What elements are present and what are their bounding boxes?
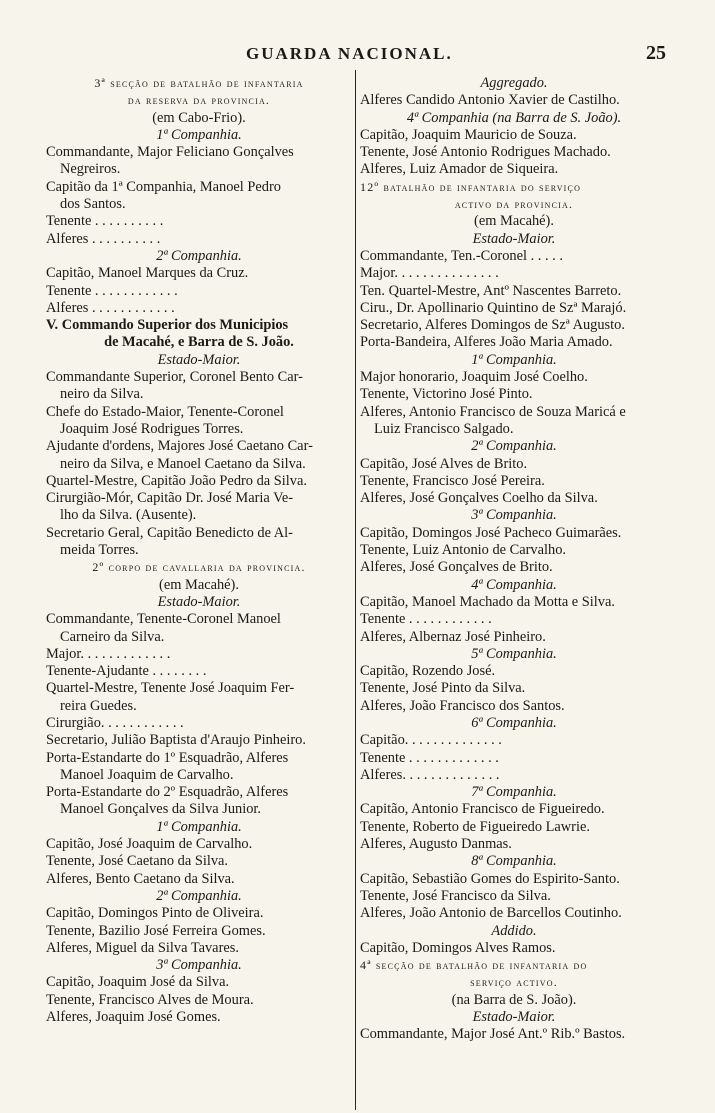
text-line: Capitão, Domingos José Pacheco Guimarães.: [360, 524, 622, 541]
text-line: Alferes, João Antonio de Barcellos Coutinho.: [360, 905, 622, 922]
text-line: Aggregado.: [480, 75, 548, 91]
text-line: Alferes, Antonio Francisco de Souza Maricá e: [360, 403, 626, 420]
text-line: Quartel-Mestre, Capitão João Pedro da Silva.: [46, 472, 307, 489]
text-line: Tenente . . . . . . . . . .: [46, 213, 164, 230]
text-line: Capitão, Sebastião Gomes do Espirito-Santo.: [360, 870, 620, 887]
text-line: neiro da Silva.: [60, 386, 144, 403]
text-line: 4ª Companhia.: [471, 576, 557, 593]
text-line: Joaquim José Rodrigues Torres.: [60, 420, 244, 437]
text-line: Tenente, José Pinto da Silva.: [360, 680, 526, 697]
text-line: Chefe do Estado-Maior, Tenente-Coronel: [46, 403, 284, 420]
running-title: GUARDA NACIONAL.: [246, 44, 453, 63]
text-line: Capitão, Joaquim Mauricio de Souza.: [360, 126, 577, 143]
text-line: Tenente, Bazilio José Ferreira Gomes.: [46, 922, 266, 939]
text-line: Secretario, Alferes Domingos de Szª Augusto.: [360, 317, 625, 334]
text-line: Tenente, Luiz Antonio de Carvalho.: [360, 542, 566, 559]
text-line: Commandante, Major Feliciano Gonçalves: [46, 144, 294, 161]
text-line: 5ª Companhia.: [471, 645, 557, 662]
text-line: Commandante, Tenente-Coronel Manoel: [46, 611, 281, 628]
text-line: Manoel Joaquim de Carvalho.: [60, 766, 234, 783]
text-line: Tenente . . . . . . . . . . . . .: [360, 749, 499, 766]
text-line: 12º batalhão de infantaria do serviço: [360, 179, 582, 194]
text-line: 7ª Companhia.: [471, 784, 557, 801]
text-line: Alferes, Joaquim José Gomes.: [46, 1009, 221, 1026]
text-line: Alferes Candido Antonio Xavier de Castilho.: [360, 92, 620, 109]
text-line: neiro da Silva, e Manoel Caetano da Silva.: [60, 455, 306, 472]
text-line: Alferes, José Gonçalves Coelho da Silva.: [360, 490, 598, 507]
text-line: Capitão, Joaquim José da Silva.: [46, 974, 230, 991]
text-line: 2ª Companhia.: [156, 247, 242, 264]
text-line: 2ª Companhia.: [471, 438, 557, 455]
text-line: 3ª Companhia.: [471, 507, 557, 524]
text-line: Alferes, João Francisco dos Santos.: [360, 697, 565, 714]
page-number: 25: [646, 42, 666, 64]
text-line: Porta-Estandarte do 1º Esquadrão, Alferes: [46, 749, 289, 766]
text-line: serviço activo.: [470, 975, 558, 990]
text-line: 4ª secção de batalhão de infantaria do: [360, 958, 588, 973]
text-line: Capitão, Manoel Machado da Motta e Silva.: [360, 593, 615, 610]
text-line: 2º corpo de cavallaria da provincia.: [92, 560, 306, 575]
text-line: V. Commando Superior dos Municipios: [46, 317, 289, 334]
text-line: Commandante, Major José Ant.º Rib.º Bastos.: [360, 1026, 626, 1043]
text-line: Cirurgião-Mór, Capitão Dr. José Maria Ve-: [46, 490, 294, 507]
text-line: Estado-Maior.: [157, 351, 241, 368]
text-line: Tenente, Francisco Alves de Moura.: [46, 991, 254, 1008]
text-line: 6ª Companhia.: [471, 714, 557, 731]
text-line: 3ª secção de batalhão de infantaria: [94, 76, 304, 90]
text-line: Tenente, Victorino José Pinto.: [360, 386, 533, 403]
text-line: Estado-Maior.: [157, 593, 241, 610]
text-line: Tenente, Roberto de Figueiredo Lawrie.: [360, 818, 590, 835]
text-line: Manoel Gonçalves da Silva Junior.: [60, 801, 262, 818]
text-line: Ajudante d'ordens, Majores José Caetano Car-: [46, 438, 313, 455]
text-line: da reserva da provincia.: [127, 93, 271, 108]
text-line: Major. . . . . . . . . . . . . . .: [360, 265, 499, 282]
text-line: Ciru., Dr. Apollinario Quintino de Szª Marajó.: [360, 299, 627, 316]
text-line: Capitão, Rozendo José.: [360, 663, 496, 680]
text-line: Secretario, Julião Baptista d'Araujo Pinheiro.: [46, 732, 306, 749]
text-line: Tenente, José Antonio Rodrigues Machado.: [360, 144, 611, 161]
text-line: Capitão, Manoel Marques da Cruz.: [46, 265, 249, 282]
text-line: Porta-Estandarte do 2º Esquadrão, Alferes: [46, 784, 289, 801]
text-line: Alferes . . . . . . . . . . . .: [46, 299, 175, 316]
text-line: Alferes, Miguel da Silva Tavares.: [46, 939, 239, 956]
text-line: Commandante Superior, Coronel Bento Car-: [46, 369, 303, 386]
page-header: [0, 42, 715, 68]
text-line: 8ª Companhia.: [471, 853, 557, 870]
text-line: Porta-Bandeira, Alferes João Maria Amado.: [360, 334, 613, 351]
text-line: Carneiro da Silva.: [60, 628, 165, 645]
text-line: 1ª Companhia.: [156, 126, 242, 143]
text-line: meida Torres.: [60, 542, 139, 559]
text-line: Addido.: [491, 922, 537, 939]
text-line: Major. . . . . . . . . . . . .: [46, 645, 171, 662]
text-line: 4ª Companhia (na Barra de S. João).: [406, 109, 622, 126]
text-line: 3ª Companhia.: [156, 957, 242, 974]
text-line: Major honorario, Joaquim José Coelho.: [360, 369, 588, 386]
text-line: activo da provincia.: [454, 197, 574, 212]
text-line: Capitão, Domingos Pinto de Oliveira.: [46, 905, 264, 922]
text-line: Negreiros.: [60, 161, 121, 178]
text-line: Alferes, Bento Caetano da Silva.: [46, 870, 235, 887]
text-line: (na Barra de S. João).: [451, 991, 577, 1008]
text-line: Ten. Quartel-Mestre, Antº Nascentes Barreto.: [360, 282, 622, 299]
text-line: Quartel-Mestre, Tenente José Joaquim Fer-: [46, 680, 295, 697]
text-line: 1ª Companhia.: [471, 351, 557, 368]
left-column: [46, 75, 352, 1026]
text-line: Cirurgião. . . . . . . . . . . .: [46, 714, 184, 731]
text-line: Secretario Geral, Capitão Benedicto de Al-: [46, 524, 293, 541]
text-line: Commandante, Ten.-Coronel . . . . .: [360, 247, 563, 264]
text-line: Tenente . . . . . . . . . . . .: [360, 611, 492, 628]
text-line: Alferes . . . . . . . . . .: [46, 230, 161, 247]
text-line: Tenente-Ajudante . . . . . . . .: [46, 663, 207, 680]
text-line: Capitão, José Joaquim de Carvalho.: [46, 836, 253, 853]
text-line: Capitão, José Alves de Brito.: [360, 455, 528, 472]
text-line: reira Guedes.: [60, 697, 137, 714]
text-line: Tenente, José Caetano da Silva.: [46, 853, 229, 870]
text-line: 2ª Companhia.: [156, 887, 242, 904]
column-divider: [355, 70, 356, 1110]
text-line: Alferes. . . . . . . . . . . . . .: [360, 766, 500, 783]
text-line: Capitão, Domingos Alves Ramos.: [360, 939, 556, 956]
text-line: lho da Silva. (Ausente).: [60, 507, 197, 524]
text-line: Alferes, Albernaz José Pinheiro.: [360, 628, 546, 645]
text-line: de Macahé, e Barra de S. João.: [104, 334, 294, 351]
right-column: [360, 75, 668, 1044]
text-line: (em Macahé).: [159, 576, 239, 593]
text-line: Capitão da 1ª Companhia, Manoel Pedro: [46, 178, 281, 195]
text-line: Capitão. . . . . . . . . . . . . .: [360, 732, 502, 749]
text-line: Alferes, José Gonçalves de Brito.: [360, 559, 553, 576]
text-line: (em Macahé).: [474, 213, 554, 230]
text-line: Alferes, Luiz Amador de Siqueira.: [360, 161, 559, 178]
text-line: (em Cabo-Frio).: [152, 109, 246, 126]
text-line: dos Santos.: [60, 196, 126, 213]
text-line: Tenente . . . . . . . . . . . .: [46, 282, 178, 299]
text-line: Estado-Maior.: [472, 230, 556, 247]
text-line: 1ª Companhia.: [156, 818, 242, 835]
text-line: Tenente, José Francisco da Silva.: [360, 887, 551, 904]
text-line: Tenente, Francisco José Pereira.: [360, 472, 545, 489]
text-line: Estado-Maior.: [472, 1009, 556, 1026]
text-line: Capitão, Antonio Francisco de Figueiredo.: [360, 801, 605, 818]
text-line: Luiz Francisco Salgado.: [374, 420, 514, 437]
text-line: Alferes, Augusto Danmas.: [360, 836, 512, 853]
